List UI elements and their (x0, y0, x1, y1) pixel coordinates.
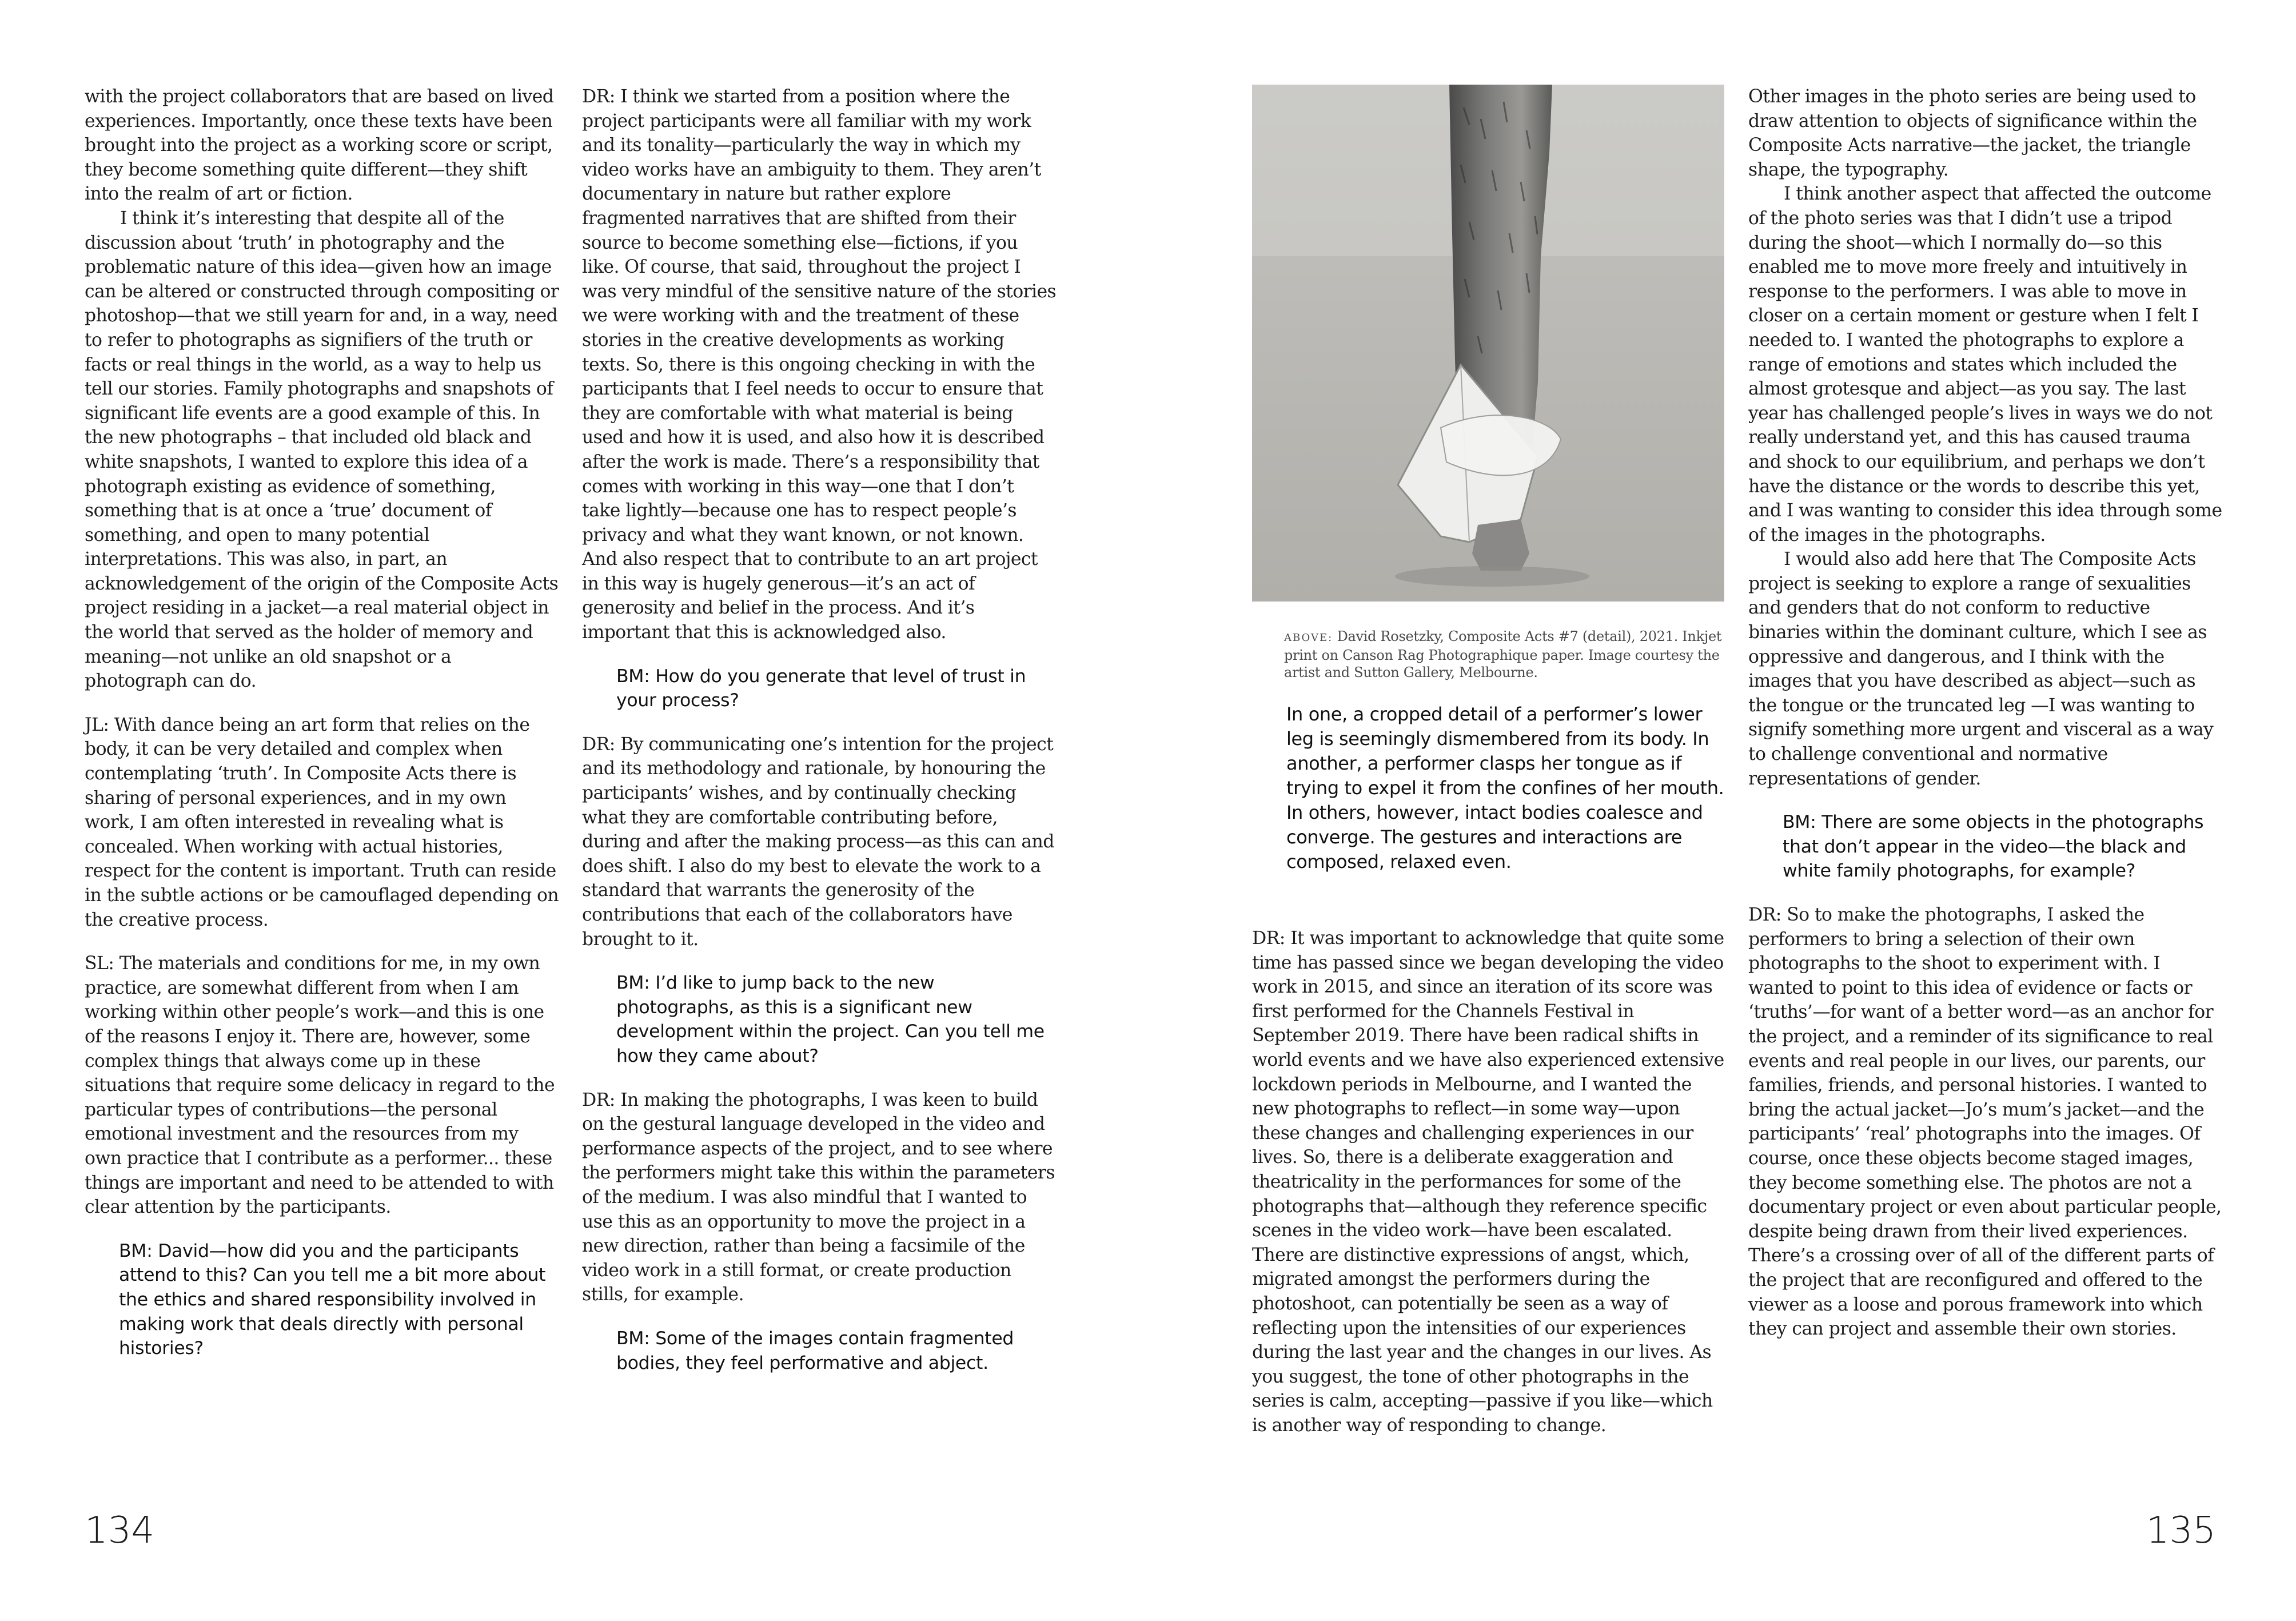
interview-question: BM: I’d like to jump back to the new photographs, as this is a significant new development within the project. Can you tell me how they came about? (616, 973, 1045, 1066)
page-number-right: 135 (2146, 1510, 2216, 1552)
interview-question: BM: There are some objects in the photographs that don’t appear in the video—the black and white family photographs, for example? (1783, 812, 2204, 882)
right-page-column-2 (1748, 85, 2223, 1361)
paragraph-jl: JL: With dance being an art form that relies on the body, it can be very detailed and complex when contemplating ‘truth’. In Composite Acts there is sharing of personal experiences, and in my own work, I am often interested in revealing what is concealed. When working with actual histories, respect for the content is important. Truth can reside in the subtle actions or be camouflaged depending on the creative process. (85, 714, 559, 930)
left-page-column-1 (85, 85, 559, 1380)
paragraph: Other images in the photo series are being used to draw attention to objects of significance within the Composite Acts narrative—the jacket, the triangle shape, the typography. (1748, 86, 2197, 180)
pull-quote: In one, a cropped detail of a performer’s lower leg is seemingly dismembered from its body. In another, a performer clasps her tongue as if trying to expel it from the confines of her mouth. In others, however, intact bodies coalesce and converge. The gestures and interactions are composed, relaxed even. (1286, 703, 1724, 873)
page-number-left: 134 (85, 1510, 155, 1552)
photo-composite-acts-leg (1252, 85, 1724, 602)
interview-question: BM: How do you generate that level of trust in your process? (616, 666, 1026, 711)
paragraph: I think another aspect that affected the outcome of the photo series was that I didn’t use a tripod during the shoot—which I normally do—so this enabled me to move more freely and intuitively in response to the performers. I was able to move in closer on a certain moment or gesture when I felt I needed to. I wanted the photographs to explore a range of emotions and states which included the almost grotesque and abject—as you say. The last year has challenged people’s lives in ways we do not really understand yet, and this has caused trauma and shock to our equilibrium, and perhaps we don’t have the distance or the words to describe this yet, and I was wanting to consider this idea through some of the images in the photographs. (1748, 184, 2222, 545)
paragraph: I think it’s interesting that despite all of the discussion about ‘truth’ in photography and the problematic nature of this idea—given how an image can be altered or constructed through compositing or photoshop—that we still yearn for and, in a way, need to refer to photographs as signifiers of the truth or facts or real things in the world, as a way to help us tell our stories. Family photographs and snapshots of significant life events are a good example of this. In the new photographs – that included old black and white snapshots, I wanted to explore this idea of a photograph existing as evidence of something, something that is at once a ‘true’ document of something, and open to many potential interpretations. This was also, in part, an acknowledgement of the origin of the Composite Acts project residing in a jacket—a real material object in the world that served as the holder of memory and meaning—not unlike an old snapshot or a photograph can do. (85, 208, 559, 692)
leg-with-triangle-image (1252, 85, 1724, 602)
caption-text: David Rosetzky, Composite Acts #7 (detail), 2021. Inkjet print on Canson Rag Photographique paper. Image courtesy the artist and Sutton Gallery, Melbourne. (1284, 628, 1722, 680)
paragraph-dr: DR: By communicating one’s intention for the project and its methodology and rationale, by honouring the participants’ wishes, and by continually checking what they are comfortable contributing before, during and after the making process—as this can and does shift. I also do my best to elevate the work to a standard that warrants the generosity of the contributions that each of the collaborators have brought to it. (582, 734, 1054, 950)
caption-label: ABOVE: (1284, 632, 1333, 644)
paragraph-dr: DR: So to make the photographs, I asked the performers to bring a selection of their own photographs to the shoot to experiment with. I wanted to point to this idea of evidence or facts or ‘truths’—for want of a better word—as an anchor for the project, and a reminder of its significance to real events and real people in our lives, our parents, our families, friends, and personal histories. I wanted to bring the actual jacket—Jo’s mum’s jacket—and the participants’ ‘real’ photographs into the images. Of course, once these objects become staged images, they become something else. The photos are not a documentary project or even about particular people, despite being drawn from their lived experiences. There’s a crossing over of all of the different parts of the project that are reconfigured and offered to the viewer as a loose and porous framework into which they can project and assemble their own stories. (1748, 905, 2222, 1340)
paragraph-sl: SL: The materials and conditions for me, in my own practice, are somewhat different from when I am working within other people’s work—and this is one of the reasons I enjoy it. There are, however, some complex things that always come up in these situations that require some delicacy in regard to the particular types of contributions—the personal emotional investment and the resources from my own practice that I contribute as a performer... these things are important and need to be attended to with clear attention by the participants. (85, 953, 555, 1218)
right-page-column-1 (1252, 926, 1727, 1457)
paragraph: I would also add here that The Composite Acts project is seeking to explore a range of sexualities and genders that do not conform to reductive binaries within the dominant culture, which I see as oppressive and dangerous, and I think with the images that you have described as abject—such as the tongue or the truncated leg —I was wanting to signify something more urgent and visceral as a way to challenge conventional and normative representations of gender. (1748, 549, 2214, 789)
paragraph-dr: DR: It was important to acknowledge that quite some time has passed since we began developing the video work in 2015, and since an iteration of its score was first performed for the Channels Festival in September 2019. There have been radical shifts in world events and we have also experienced extensive lockdown periods in Melbourne, and I wanted the new photographs to reflect—in some way—upon these changes and challenging experiences in our lives. So, there is a deliberate exaggeration and theatricality in the performances for some of the photographs that—although they reference specific scenes in the video work—have been escalated. There are distinctive expressions of angst, which, migrated amongst the performers during the photoshoot, can potentially be seen as a way of reflecting upon the intensities of our experiences during the last year and the changes in our lives. As you suggest, the tone of other photographs in the series is calm, accepting—passive if you like—which is another way of responding to change. (1252, 928, 1724, 1436)
paragraph-dr: DR: In making the photographs, I was keen to build on the gestural language developed in the video and performance aspects of the project, and to see where the performers might take this within the parameters of the medium. I was also mindful that I wanted to use this as an opportunity to move the project in a new direction, rather than being a facsimile of the video work in a still format, or create production stills, for example. (582, 1089, 1055, 1305)
paragraph-dr: DR: I think we started from a position where the project participants were all familiar with my work and its tonality—particularly the way in which my video works have an ambiguity to them. They aren’t documentary in nature but rather explore fragmented narratives that are shifted from their source to become something else—fictions, if you like. Of course, that said, throughout the project I was very mindful of the sensitive nature of the stories we were working with and the treatment of these stories in the creative developments as working texts. So, there is this ongoing checking in with the participants that I feel needs to occur to ensure that they are comfortable with what material is being used and how it is used, and also how it is described after the work is made. There’s a responsibility that comes with working in this way—one that I don’t take lightly—because one has to respect people’s privacy and what they want known, or not known. And also respect that to contribute to an art project in this way is hugely generous—it’s an act of generosity and belief in the process. And it’s important that this is acknowledged also. (582, 86, 1057, 643)
photo-caption (1284, 628, 1730, 681)
interview-question: BM: Some of the images contain fragmented bodies, they feel performative and abject. (616, 1328, 1014, 1373)
interview-question: BM: David—how did you and the participants attend to this? Can you tell me a bit more about the ethics and shared responsibility involved in making work that deals directly with personal histories? (119, 1240, 546, 1359)
left-page-column-2 (582, 85, 1057, 1395)
paragraph: with the project collaborators that are based on lived experiences. Importantly, once these texts have been brought into the project as a working score or script, they become something quite different—they shift into the realm of art or fiction. (85, 86, 554, 205)
